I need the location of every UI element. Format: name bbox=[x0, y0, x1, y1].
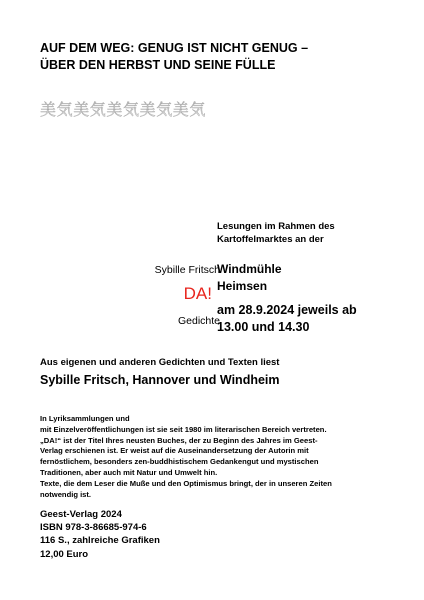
page-count: 116 S., zahlreiche Grafiken bbox=[40, 535, 160, 547]
venue-line-1: Windmühle bbox=[217, 262, 282, 276]
event-intro-line-1: Lesungen im Rahmen des bbox=[217, 221, 335, 232]
price: 12,00 Euro bbox=[40, 548, 89, 560]
venue-line-2: Heimsen bbox=[217, 279, 268, 293]
publication-info bbox=[40, 508, 400, 561]
title-line-1: AUF DEM WEG: GENUG IST NICHT GENUG – bbox=[40, 41, 309, 55]
event-intro bbox=[217, 220, 397, 246]
bio-line-2: mit Einzelveröffentlichungen ist sie seit 1980 im literarischen Bereich vertreten. bbox=[40, 424, 327, 434]
title-line-2: ÜBER DEN HERBST UND SEINE FÜLLE bbox=[40, 58, 276, 72]
reader-name: Sybille Fritsch, Hannover und Windheim bbox=[40, 373, 280, 387]
svg-text:美気美気美気美気美気: 美気美気美気美気美気 bbox=[40, 100, 207, 119]
venue bbox=[217, 261, 407, 295]
event-intro-line-2: Kartoffelmarktes an der bbox=[217, 234, 324, 245]
book-subtitle: Gedichte bbox=[177, 315, 220, 327]
reading-intro: Aus eigenen und anderen Gedichten und Texten liest bbox=[40, 357, 280, 368]
bio-line-8: notwendig ist. bbox=[40, 489, 92, 499]
publisher: Geest-Verlag 2024 bbox=[40, 509, 122, 520]
bio-line-6: Traditionen, aber auch mit Natur und Umwelt hin. bbox=[40, 467, 218, 477]
book-title: DA! bbox=[183, 284, 212, 303]
bio-line-3: „DA!“ ist der Titel Ihres neusten Buches, der zu Beginn des Jahres im Geest- bbox=[40, 435, 318, 445]
bio-line-5: fernöstlichem, besonders zen-buddhistischem Gedankengut und mystischen bbox=[40, 457, 319, 467]
date-line-2: 13.00 und 14.30 bbox=[217, 320, 310, 334]
calligraphy-ornament-icon bbox=[40, 98, 210, 120]
date-line-1: am 28.9.2024 jeweils ab bbox=[217, 303, 357, 317]
bio-line-4: Verlag erschienen ist. Er weist auf die Auseinandersetzung der Autorin mit bbox=[40, 446, 309, 456]
ornament-graphic bbox=[40, 98, 210, 120]
isbn: ISBN 978-3-86685-974-6 bbox=[40, 522, 147, 534]
page-title bbox=[40, 40, 400, 74]
book-author: Sybille Fritsch bbox=[154, 264, 220, 276]
event-date bbox=[217, 302, 407, 336]
author-bio bbox=[40, 414, 395, 500]
bio-line-7: Texte, die dem Leser die Muße und den Optimismus bringt, der in unseren Zeiten bbox=[40, 478, 332, 488]
bio-line-1: In Lyriksammlungen und bbox=[40, 414, 130, 423]
